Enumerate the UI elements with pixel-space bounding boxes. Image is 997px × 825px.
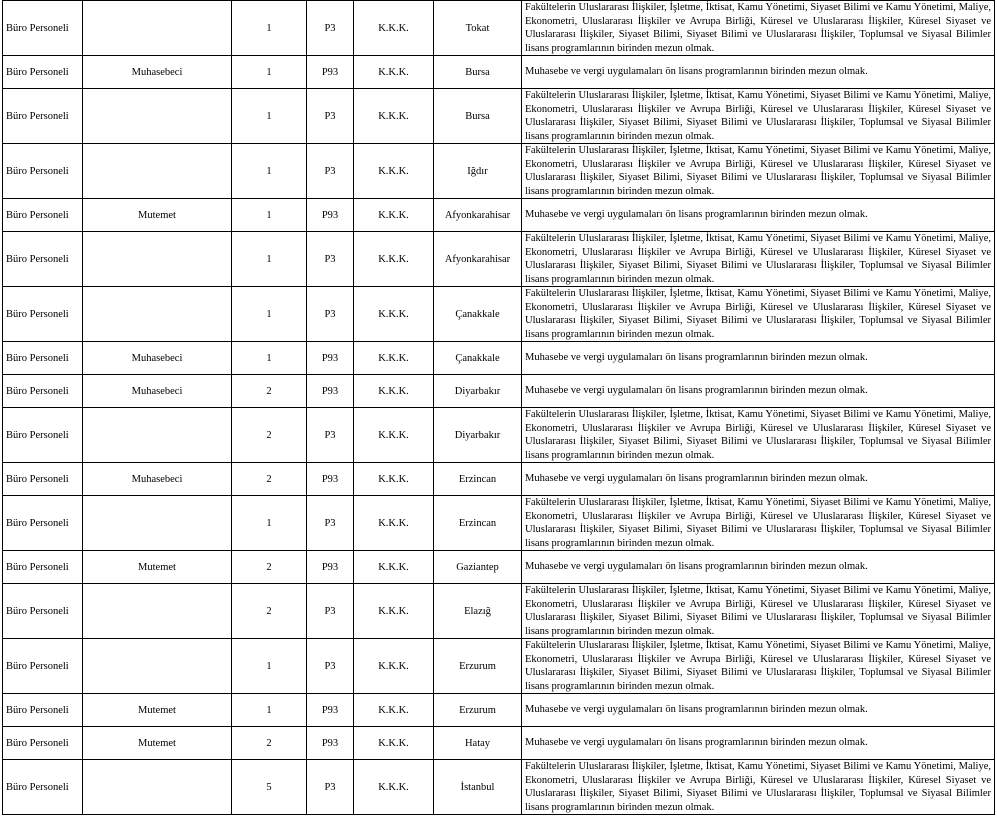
position-title-cell: Büro Personeli	[3, 727, 83, 760]
level-cell: K.K.K.	[354, 199, 434, 232]
level-cell: K.K.K.	[354, 144, 434, 199]
level-cell: K.K.K.	[354, 1, 434, 56]
location-cell: Diyarbakır	[434, 408, 522, 463]
requirement-cell: Muhasebe ve vergi uygulamaları ön lisans programlarının birinden mezun olmak.	[522, 694, 995, 727]
table-row	[3, 56, 995, 89]
level-cell: K.K.K.	[354, 760, 434, 815]
specialty-cell	[83, 584, 232, 639]
kpss-score-type-cell: P3	[307, 584, 354, 639]
specialty-cell: Mutemet	[83, 199, 232, 232]
table-row	[3, 232, 995, 287]
position-count-cell: 1	[232, 342, 307, 375]
requirement-cell: Muhasebe ve vergi uygulamaları ön lisans programlarının birinden mezun olmak.	[522, 375, 995, 408]
level-cell: K.K.K.	[354, 551, 434, 584]
location-cell: İstanbul	[434, 760, 522, 815]
location-cell: Erzincan	[434, 496, 522, 551]
table-row	[3, 375, 995, 408]
level-cell: K.K.K.	[354, 342, 434, 375]
position-title-cell: Büro Personeli	[3, 144, 83, 199]
location-cell: Diyarbakır	[434, 375, 522, 408]
location-cell: Hatay	[434, 727, 522, 760]
location-cell: Bursa	[434, 56, 522, 89]
position-title-cell: Büro Personeli	[3, 408, 83, 463]
positions-table-body	[3, 1, 995, 815]
kpss-score-type-cell: P93	[307, 727, 354, 760]
level-cell: K.K.K.	[354, 232, 434, 287]
level-cell: K.K.K.	[354, 639, 434, 694]
specialty-cell	[83, 760, 232, 815]
location-cell: Afyonkarahisar	[434, 199, 522, 232]
position-count-cell: 1	[232, 56, 307, 89]
requirement-cell: Muhasebe ve vergi uygulamaları ön lisans programlarının birinden mezun olmak.	[522, 342, 995, 375]
position-title-cell: Büro Personeli	[3, 639, 83, 694]
table-row	[3, 199, 995, 232]
position-count-cell: 1	[232, 89, 307, 144]
table-row	[3, 89, 995, 144]
specialty-cell: Mutemet	[83, 551, 232, 584]
location-cell: Iğdır	[434, 144, 522, 199]
position-title-cell: Büro Personeli	[3, 760, 83, 815]
level-cell: K.K.K.	[354, 496, 434, 551]
position-count-cell: 1	[232, 144, 307, 199]
requirement-cell: Muhasebe ve vergi uygulamaları ön lisans programlarının birinden mezun olmak.	[522, 56, 995, 89]
table-row	[3, 639, 995, 694]
position-count-cell: 2	[232, 727, 307, 760]
position-title-cell: Büro Personeli	[3, 463, 83, 496]
specialty-cell: Muhasebeci	[83, 342, 232, 375]
requirement-cell: Fakültelerin Uluslararası İlişkiler, İşletme, İktisat, Kamu Yönetimi, Siyaset Bilimi ve Kamu Yönetimi, Maliye, Ekonometri, Uluslararası İlişkiler ve Avrupa Birliği, Küresel ve Uluslararası İlişkiler, Küresel Siyaset ve Uluslararası İlişkiler, Siyaset Bilimi, Siyaset Bilimi ve Uluslararası İlişkiler, Toplumsal ve Siyasal Bilimler lisans programlarının birinden mezun olmak.	[522, 89, 995, 144]
position-count-cell: 1	[232, 1, 307, 56]
position-title-cell: Büro Personeli	[3, 56, 83, 89]
specialty-cell	[83, 496, 232, 551]
position-title-cell: Büro Personeli	[3, 694, 83, 727]
kpss-score-type-cell: P3	[307, 287, 354, 342]
level-cell: K.K.K.	[354, 375, 434, 408]
table-row	[3, 496, 995, 551]
kpss-score-type-cell: P3	[307, 760, 354, 815]
positions-table	[2, 0, 995, 815]
kpss-score-type-cell: P3	[307, 89, 354, 144]
position-title-cell: Büro Personeli	[3, 375, 83, 408]
kpss-score-type-cell: P93	[307, 694, 354, 727]
kpss-score-type-cell: P3	[307, 144, 354, 199]
position-count-cell: 2	[232, 463, 307, 496]
specialty-cell	[83, 639, 232, 694]
position-title-cell: Büro Personeli	[3, 1, 83, 56]
position-count-cell: 1	[232, 639, 307, 694]
kpss-score-type-cell: P93	[307, 463, 354, 496]
requirement-cell: Muhasebe ve vergi uygulamaları ön lisans programlarının birinden mezun olmak.	[522, 551, 995, 584]
specialty-cell	[83, 287, 232, 342]
location-cell: Afyonkarahisar	[434, 232, 522, 287]
level-cell: K.K.K.	[354, 694, 434, 727]
specialty-cell	[83, 232, 232, 287]
specialty-cell: Mutemet	[83, 727, 232, 760]
requirement-cell: Fakültelerin Uluslararası İlişkiler, İşletme, İktisat, Kamu Yönetimi, Siyaset Bilimi ve Kamu Yönetimi, Maliye, Ekonometri, Uluslararası İlişkiler ve Avrupa Birliği, Küresel ve Uluslararası İlişkiler, Küresel Siyaset ve Uluslararası İlişkiler, Siyaset Bilimi, Siyaset Bilimi ve Uluslararası İlişkiler, Toplumsal ve Siyasal Bilimler lisans programlarının birinden mezun olmak.	[522, 760, 995, 815]
location-cell: Gaziantep	[434, 551, 522, 584]
position-count-cell: 2	[232, 551, 307, 584]
specialty-cell	[83, 1, 232, 56]
position-count-cell: 1	[232, 496, 307, 551]
kpss-score-type-cell: P3	[307, 1, 354, 56]
specialty-cell	[83, 89, 232, 144]
level-cell: K.K.K.	[354, 56, 434, 89]
table-row	[3, 144, 995, 199]
requirement-cell: Fakültelerin Uluslararası İlişkiler, İşletme, İktisat, Kamu Yönetimi, Siyaset Bilimi ve Kamu Yönetimi, Maliye, Ekonometri, Uluslararası İlişkiler ve Avrupa Birliği, Küresel ve Uluslararası İlişkiler, Küresel Siyaset ve Uluslararası İlişkiler, Siyaset Bilimi, Siyaset Bilimi ve Uluslararası İlişkiler, Toplumsal ve Siyasal Bilimler lisans programlarının birinden mezun olmak.	[522, 584, 995, 639]
requirement-cell: Fakültelerin Uluslararası İlişkiler, İşletme, İktisat, Kamu Yönetimi, Siyaset Bilimi ve Kamu Yönetimi, Maliye, Ekonometri, Uluslararası İlişkiler ve Avrupa Birliği, Küresel ve Uluslararası İlişkiler, Küresel Siyaset ve Uluslararası İlişkiler, Siyaset Bilimi, Siyaset Bilimi ve Uluslararası İlişkiler, Toplumsal ve Siyasal Bilimler lisans programlarının birinden mezun olmak.	[522, 639, 995, 694]
position-count-cell: 1	[232, 199, 307, 232]
kpss-score-type-cell: P3	[307, 496, 354, 551]
position-count-cell: 2	[232, 584, 307, 639]
level-cell: K.K.K.	[354, 584, 434, 639]
location-cell: Bursa	[434, 89, 522, 144]
position-count-cell: 2	[232, 375, 307, 408]
specialty-cell: Mutemet	[83, 694, 232, 727]
location-cell: Çanakkale	[434, 287, 522, 342]
specialty-cell: Muhasebeci	[83, 375, 232, 408]
position-title-cell: Büro Personeli	[3, 496, 83, 551]
table-row	[3, 287, 995, 342]
position-title-cell: Büro Personeli	[3, 551, 83, 584]
level-cell: K.K.K.	[354, 727, 434, 760]
kpss-score-type-cell: P93	[307, 199, 354, 232]
location-cell: Erzincan	[434, 463, 522, 496]
location-cell: Erzurum	[434, 639, 522, 694]
location-cell: Çanakkale	[434, 342, 522, 375]
table-row	[3, 551, 995, 584]
position-count-cell: 1	[232, 287, 307, 342]
kpss-score-type-cell: P93	[307, 375, 354, 408]
table-row	[3, 342, 995, 375]
position-title-cell: Büro Personeli	[3, 199, 83, 232]
specialty-cell	[83, 408, 232, 463]
requirement-cell: Fakültelerin Uluslararası İlişkiler, İşletme, İktisat, Kamu Yönetimi, Siyaset Bilimi ve Kamu Yönetimi, Maliye, Ekonometri, Uluslararası İlişkiler ve Avrupa Birliği, Küresel ve Uluslararası İlişkiler, Küresel Siyaset ve Uluslararası İlişkiler, Siyaset Bilimi, Siyaset Bilimi ve Uluslararası İlişkiler, Toplumsal ve Siyasal Bilimler lisans programlarının birinden mezun olmak.	[522, 1, 995, 56]
specialty-cell: Muhasebeci	[83, 463, 232, 496]
position-title-cell: Büro Personeli	[3, 89, 83, 144]
kpss-score-type-cell: P93	[307, 551, 354, 584]
level-cell: K.K.K.	[354, 287, 434, 342]
requirement-cell: Fakültelerin Uluslararası İlişkiler, İşletme, İktisat, Kamu Yönetimi, Siyaset Bilimi ve Kamu Yönetimi, Maliye, Ekonometri, Uluslararası İlişkiler ve Avrupa Birliği, Küresel ve Uluslararası İlişkiler, Küresel Siyaset ve Uluslararası İlişkiler, Siyaset Bilimi, Siyaset Bilimi ve Uluslararası İlişkiler, Toplumsal ve Siyasal Bilimler lisans programlarının birinden mezun olmak.	[522, 232, 995, 287]
table-row	[3, 584, 995, 639]
location-cell: Erzurum	[434, 694, 522, 727]
table-row	[3, 1, 995, 56]
specialty-cell: Muhasebeci	[83, 56, 232, 89]
position-count-cell: 1	[232, 232, 307, 287]
position-count-cell: 5	[232, 760, 307, 815]
position-title-cell: Büro Personeli	[3, 287, 83, 342]
position-count-cell: 2	[232, 408, 307, 463]
position-title-cell: Büro Personeli	[3, 232, 83, 287]
position-title-cell: Büro Personeli	[3, 342, 83, 375]
level-cell: K.K.K.	[354, 463, 434, 496]
location-cell: Tokat	[434, 1, 522, 56]
kpss-score-type-cell: P3	[307, 408, 354, 463]
kpss-score-type-cell: P3	[307, 639, 354, 694]
requirement-cell: Muhasebe ve vergi uygulamaları ön lisans programlarının birinden mezun olmak.	[522, 727, 995, 760]
location-cell: Elazığ	[434, 584, 522, 639]
table-row	[3, 727, 995, 760]
table-row	[3, 760, 995, 815]
requirement-cell: Fakültelerin Uluslararası İlişkiler, İşletme, İktisat, Kamu Yönetimi, Siyaset Bilimi ve Kamu Yönetimi, Maliye, Ekonometri, Uluslararası İlişkiler ve Avrupa Birliği, Küresel ve Uluslararası İlişkiler, Küresel Siyaset ve Uluslararası İlişkiler, Siyaset Bilimi, Siyaset Bilimi ve Uluslararası İlişkiler, Toplumsal ve Siyasal Bilimler lisans programlarının birinden mezun olmak.	[522, 287, 995, 342]
level-cell: K.K.K.	[354, 89, 434, 144]
table-row	[3, 408, 995, 463]
requirement-cell: Muhasebe ve vergi uygulamaları ön lisans programlarının birinden mezun olmak.	[522, 463, 995, 496]
requirement-cell: Fakültelerin Uluslararası İlişkiler, İşletme, İktisat, Kamu Yönetimi, Siyaset Bilimi ve Kamu Yönetimi, Maliye, Ekonometri, Uluslararası İlişkiler ve Avrupa Birliği, Küresel ve Uluslararası İlişkiler, Küresel Siyaset ve Uluslararası İlişkiler, Siyaset Bilimi, Siyaset Bilimi ve Uluslararası İlişkiler, Toplumsal ve Siyasal Bilimler lisans programlarının birinden mezun olmak.	[522, 408, 995, 463]
requirement-cell: Muhasebe ve vergi uygulamaları ön lisans programlarının birinden mezun olmak.	[522, 199, 995, 232]
specialty-cell	[83, 144, 232, 199]
table-row	[3, 463, 995, 496]
position-title-cell: Büro Personeli	[3, 584, 83, 639]
kpss-score-type-cell: P93	[307, 342, 354, 375]
requirement-cell: Fakültelerin Uluslararası İlişkiler, İşletme, İktisat, Kamu Yönetimi, Siyaset Bilimi ve Kamu Yönetimi, Maliye, Ekonometri, Uluslararası İlişkiler ve Avrupa Birliği, Küresel ve Uluslararası İlişkiler, Küresel Siyaset ve Uluslararası İlişkiler, Siyaset Bilimi, Siyaset Bilimi ve Uluslararası İlişkiler, Toplumsal ve Siyasal Bilimler lisans programlarının birinden mezun olmak.	[522, 496, 995, 551]
table-row	[3, 694, 995, 727]
position-count-cell: 1	[232, 694, 307, 727]
level-cell: K.K.K.	[354, 408, 434, 463]
requirement-cell: Fakültelerin Uluslararası İlişkiler, İşletme, İktisat, Kamu Yönetimi, Siyaset Bilimi ve Kamu Yönetimi, Maliye, Ekonometri, Uluslararası İlişkiler ve Avrupa Birliği, Küresel ve Uluslararası İlişkiler, Küresel Siyaset ve Uluslararası İlişkiler, Siyaset Bilimi, Siyaset Bilimi ve Uluslararası İlişkiler, Toplumsal ve Siyasal Bilimler lisans programlarının birinden mezun olmak.	[522, 144, 995, 199]
kpss-score-type-cell: P3	[307, 232, 354, 287]
kpss-score-type-cell: P93	[307, 56, 354, 89]
